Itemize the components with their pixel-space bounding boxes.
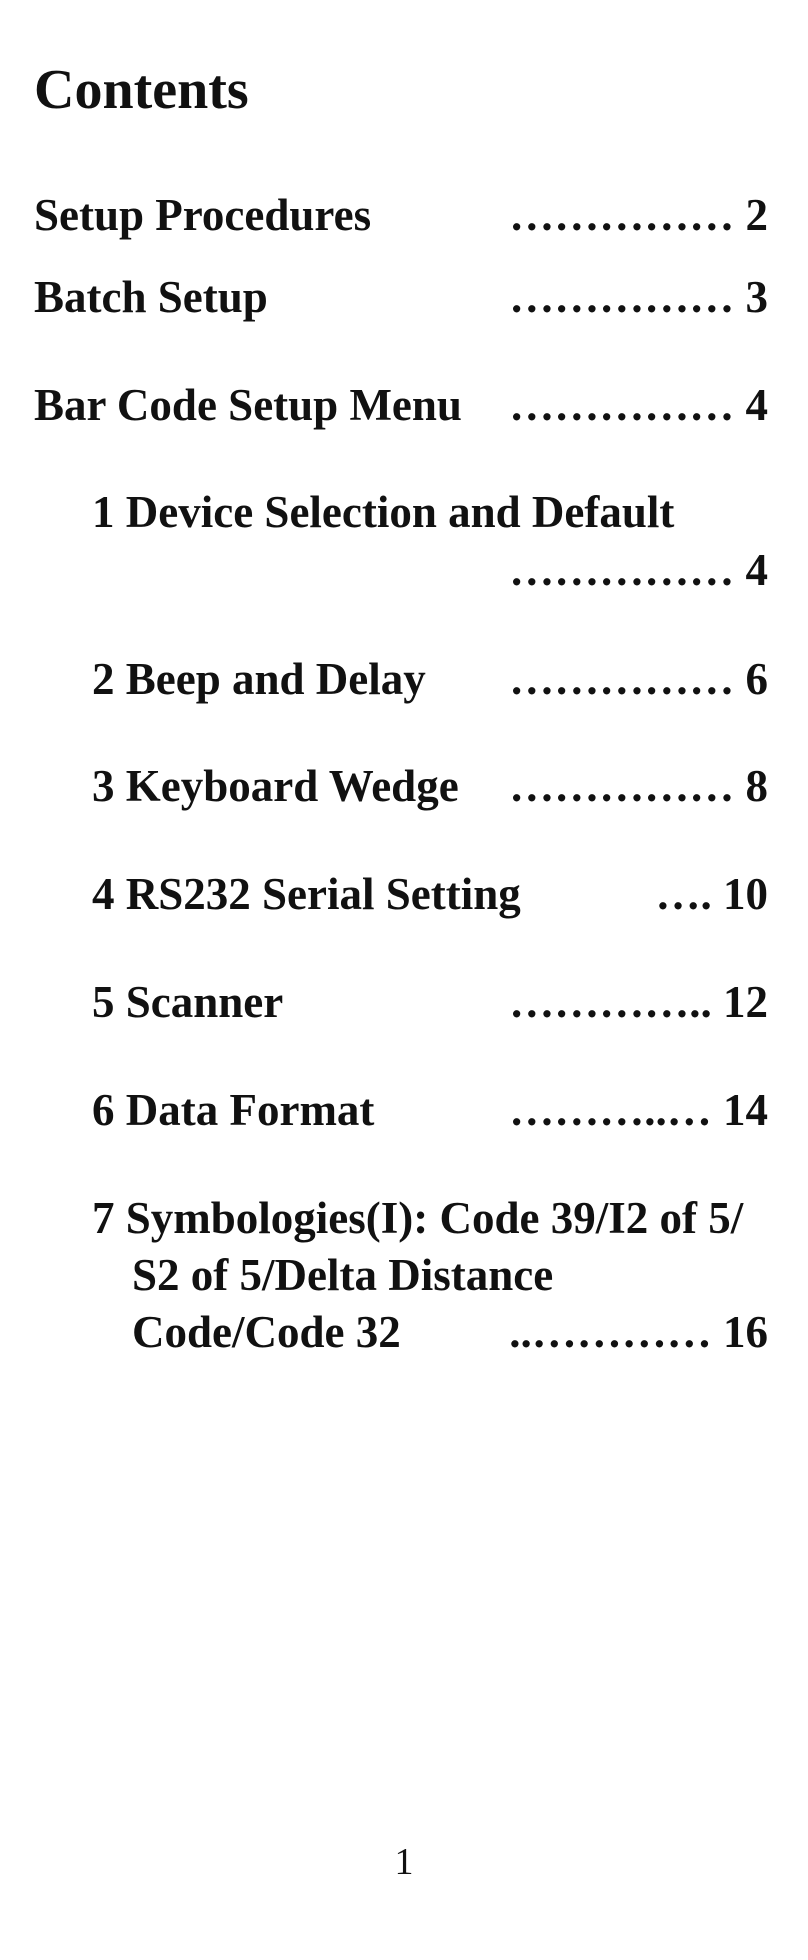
toc-leader-symbologies: ..………… 16	[509, 1307, 768, 1357]
toc-entry-symbologies-line-1: 7 Symbologies(I): Code 39/I2 of 5/	[92, 1193, 744, 1243]
toc-entry-symbologies-line-3: Code/Code 32	[132, 1307, 401, 1357]
toc-leader-setup-procedures: …………… 2	[509, 190, 768, 240]
toc-entry-symbologies-line-2: S2 of 5/Delta Distance	[132, 1250, 554, 1300]
toc-entry-batch-setup: Batch Setup	[34, 272, 268, 322]
toc-leader-rs232-serial-setting: …. 10	[655, 869, 768, 919]
toc-entry-data-format: 6 Data Format	[92, 1085, 375, 1135]
toc-entry-beep-and-delay: 2 Beep and Delay	[92, 654, 426, 704]
page-number: 1	[394, 1841, 414, 1883]
toc-entry-rs232-serial-setting: 4 RS232 Serial Setting	[92, 869, 521, 919]
toc-leader-keyboard-wedge: …………… 8	[509, 761, 768, 811]
toc-leader-batch-setup: …………… 3	[509, 272, 768, 322]
contents-title: Contents	[34, 59, 249, 121]
toc-leader-bar-code-setup-menu: …………… 4	[509, 380, 768, 430]
toc-entry-setup-procedures: Setup Procedures	[34, 190, 372, 240]
toc-entry-bar-code-setup-menu: Bar Code Setup Menu	[34, 380, 462, 430]
toc-leader-device-selection: …………… 4	[509, 545, 768, 595]
toc-leader-data-format: ………..… 14	[509, 1085, 768, 1135]
toc-entry-keyboard-wedge: 3 Keyboard Wedge	[92, 761, 459, 811]
toc-entry-scanner: 5 Scanner	[92, 977, 284, 1027]
toc-leader-scanner: ………….. 12	[509, 977, 768, 1027]
toc-leader-beep-and-delay: …………… 6	[509, 654, 768, 704]
toc-entry-device-selection: 1 Device Selection and Default	[92, 487, 675, 537]
